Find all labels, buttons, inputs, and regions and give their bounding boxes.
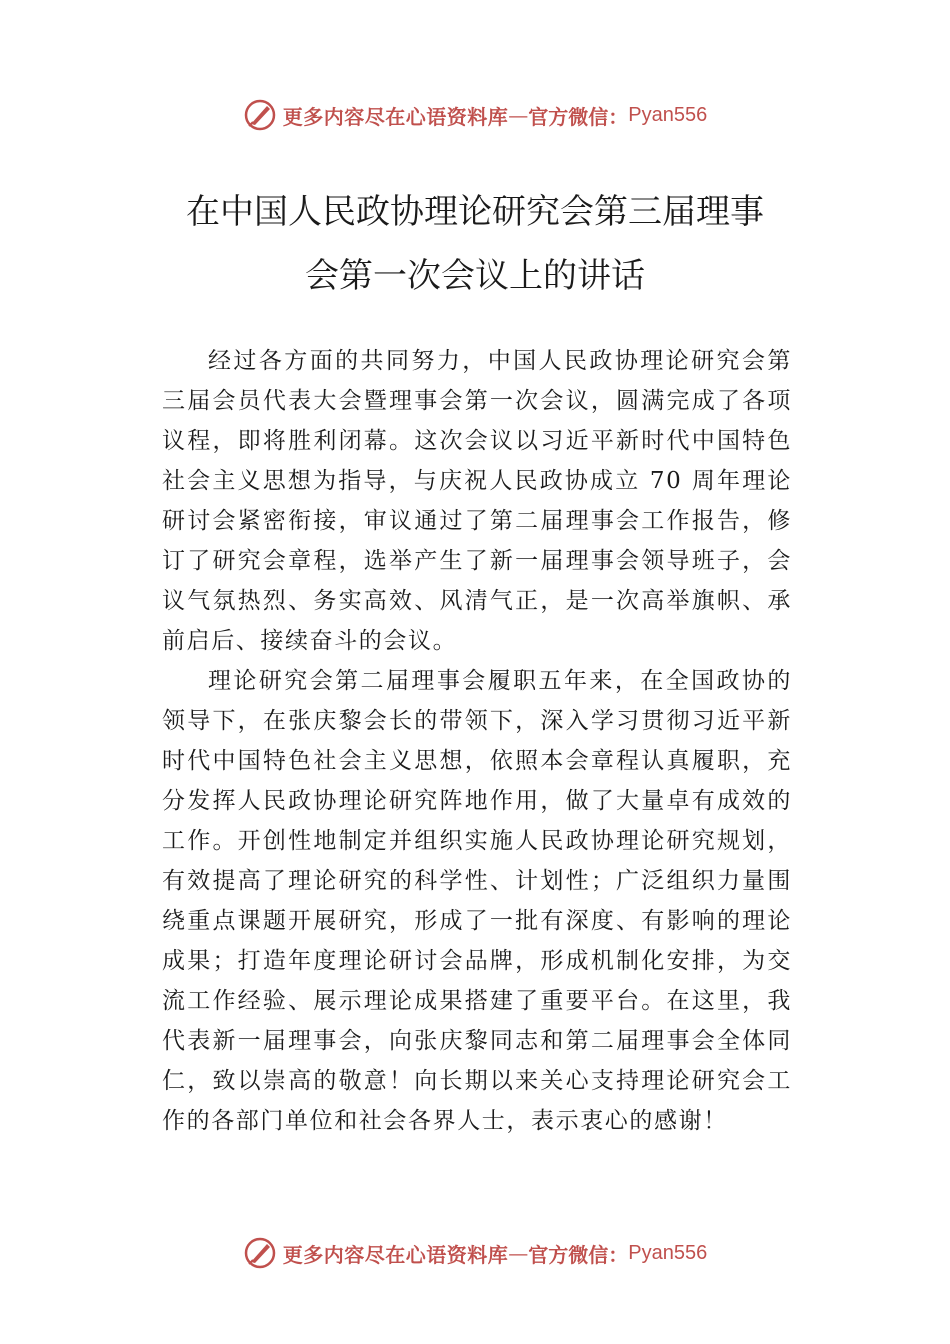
document-body (162, 341, 792, 1141)
footer-banner (0, 1233, 950, 1273)
wechat-label: 官方微信： (528, 104, 629, 129)
header-banner (0, 95, 950, 135)
promo-text: 更多内容尽在心语资料库 (282, 104, 509, 129)
quill-logo-icon (243, 98, 277, 132)
quill-logo-icon (243, 1236, 277, 1270)
wechat-id: Pyan556 (628, 103, 708, 126)
banner-dash: — (508, 103, 529, 127)
title-line-1: 在中国人民政协理论研究会第三届理事 (186, 192, 764, 232)
paragraph: 理论研究会第二届理事会履职五年来，在全国政协的领导下，在张庆黎会长的带领下，深入学习贯彻习近平新时代中国特色社会主义思想，依照本会章程认真履职，充分发挥人民政协理论研究阵地作用，做了大量卓有成效的工作。开创性地制定并组织实施人民政协理论研究规划， 有效提高了理论研究的科学性、计划性；广泛组织力量围绕重点课题开展研究，形成了一批有深度、有影响的理论成果；打造年度理论研讨会品牌，形成机制化安排，为交流工作经验、展示理论成果搭建了重要平台。在这里，我代表新一届理事会，向张庆黎同志和第二届理事会全体同仁，致以崇高的敬意！向长期以来关心支持理论研究会工作的各部门单位和社会各界人士，表示衷心的感谢！ (162, 668, 792, 1134)
title-line-2: 会第一次会议上的讲话 (305, 256, 645, 296)
wechat-label: 官方微信： (528, 1242, 629, 1267)
promo-text: 更多内容尽在心语资料库 (282, 1242, 509, 1267)
paragraph: 经过各方面的共同努力，中国人民政协理论研究会第三届会员代表大会暨理事会第一次会议，圆满完成了各项议程，即将胜利闭幕。这次会议以习近平新时代中国特色社会主义思想为指导，与庆祝人民政协成立 70 周年理论研讨会紧密衔接，审议通过了第二届理事会工作报告，修订了研究会章程，选举产生了新一届理事会领导班子，会议气氛热烈、务实高效、风清气正，是一次高举旗帜、承前启后、接续奋斗的会议。 (162, 348, 792, 654)
banner-dash: — (508, 1241, 529, 1265)
wechat-id: Pyan556 (628, 1241, 708, 1264)
document-title (100, 180, 850, 308)
